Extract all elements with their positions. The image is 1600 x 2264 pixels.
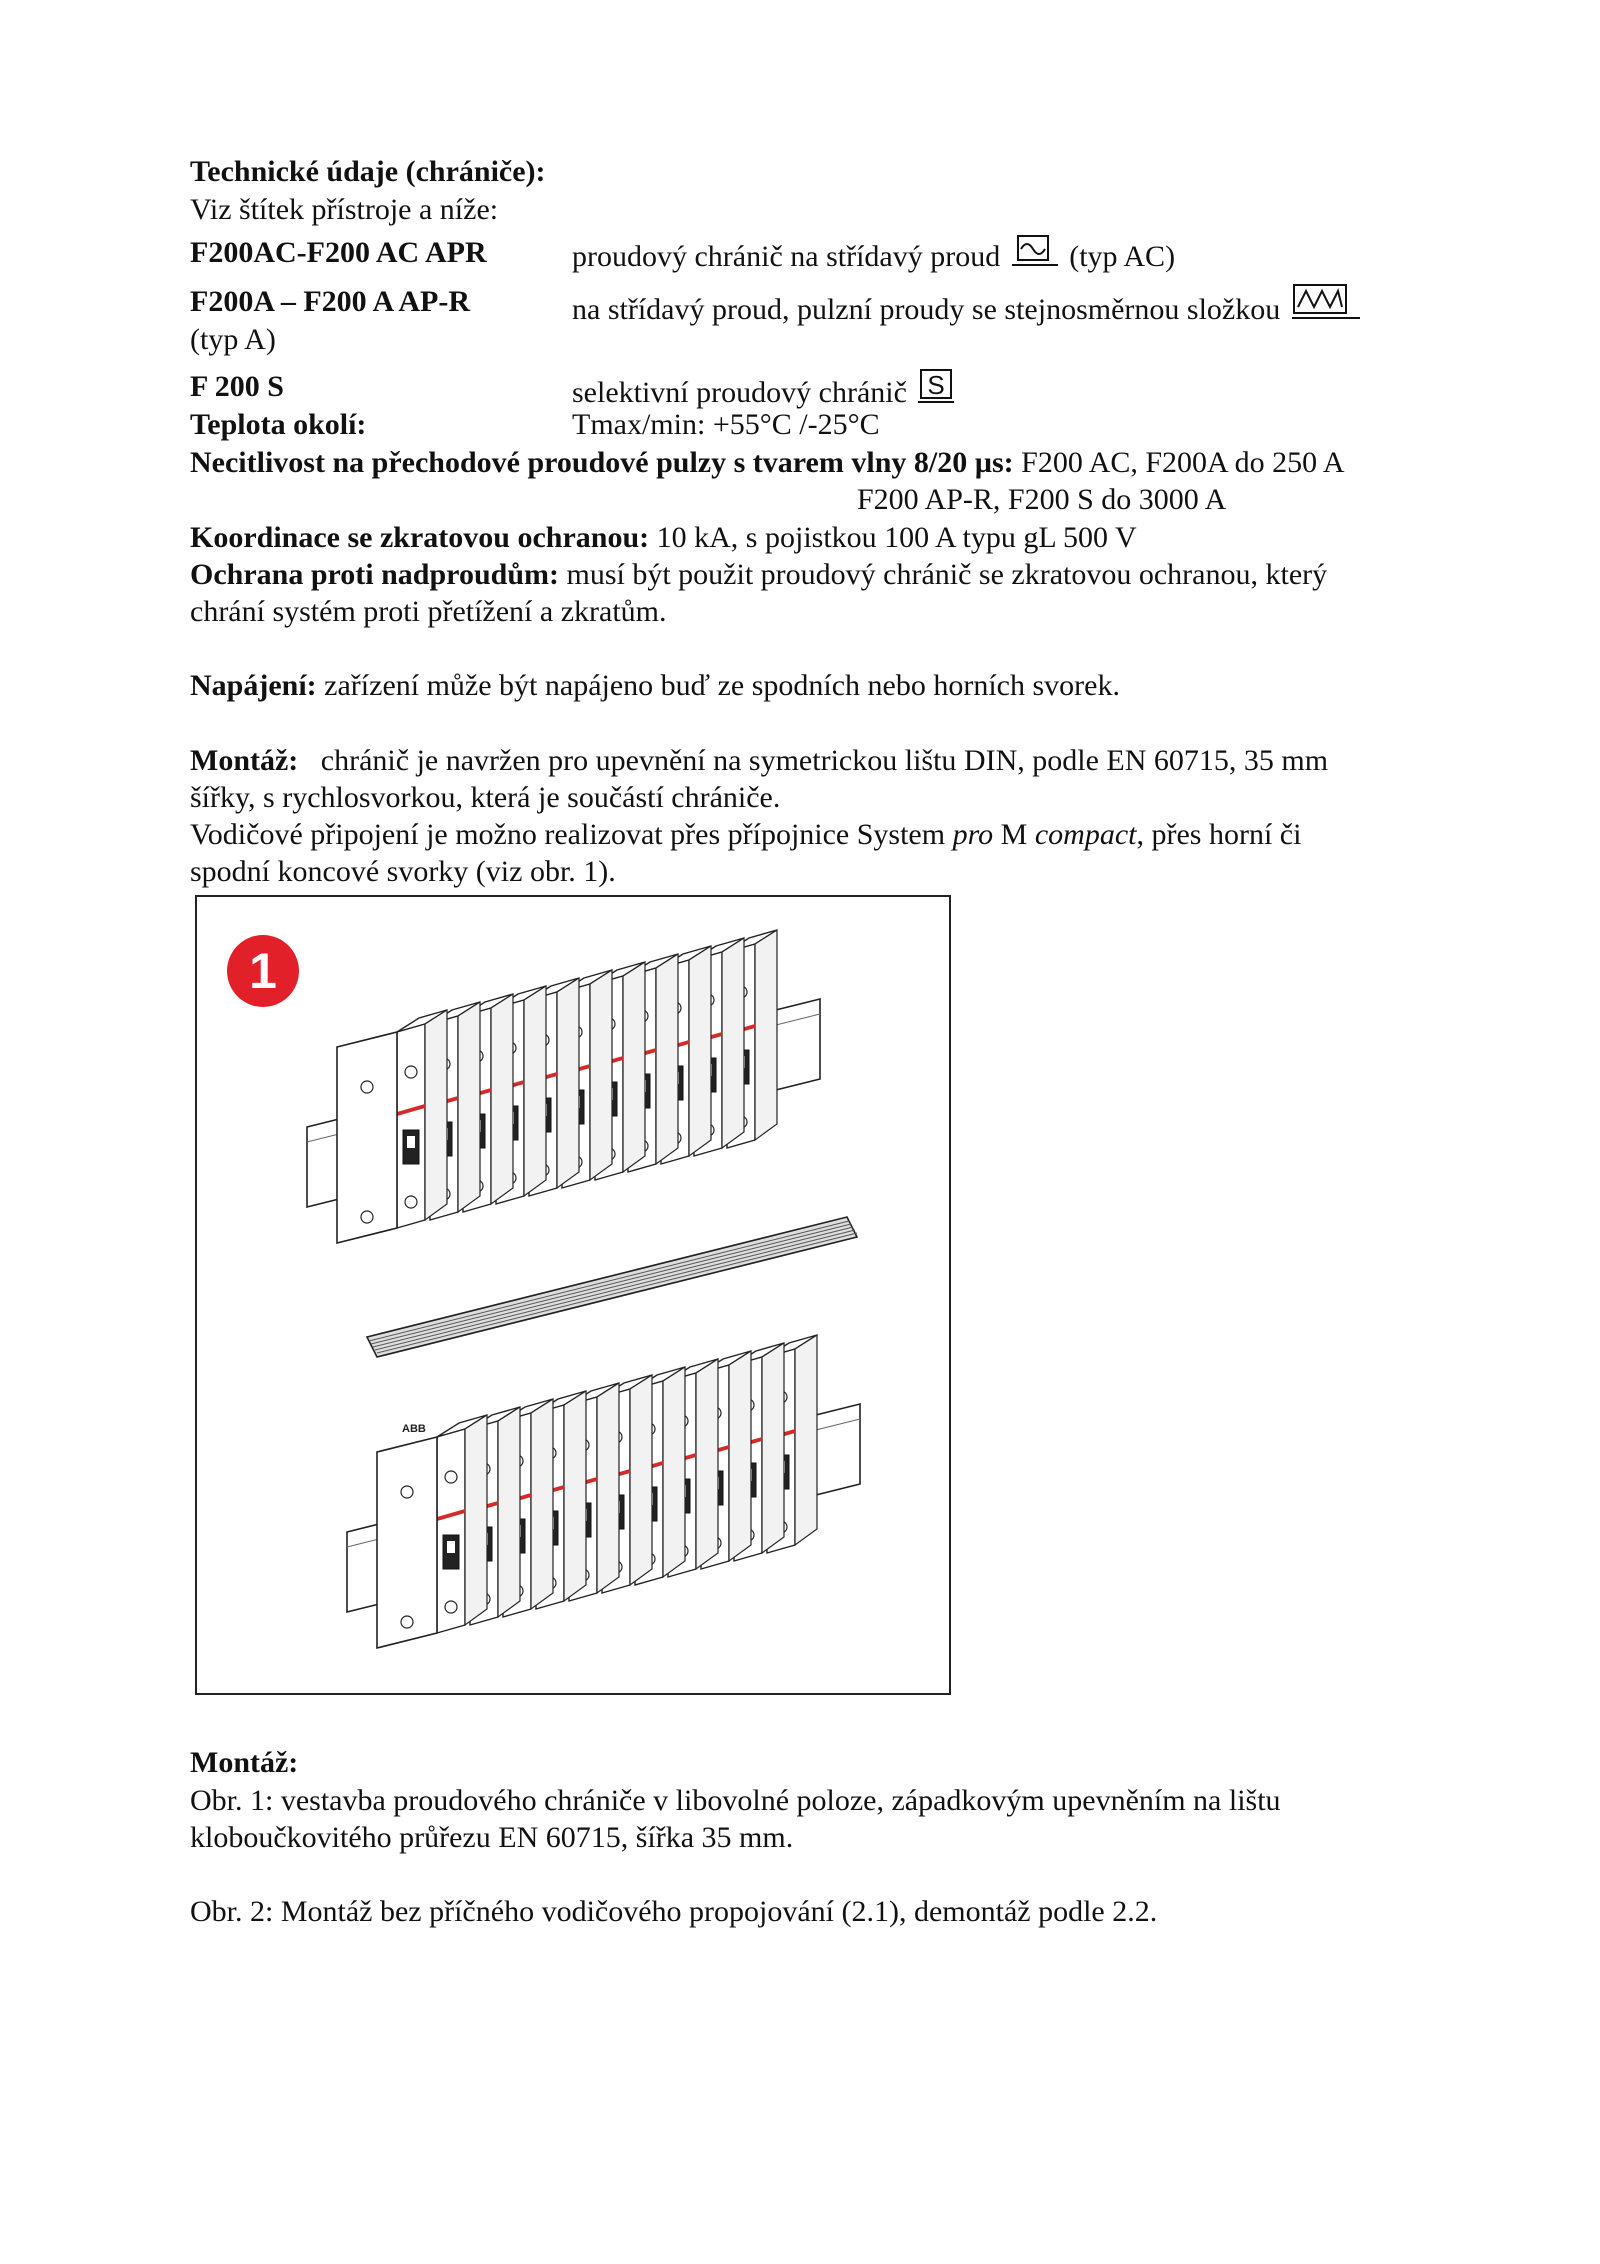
supply-label: Napájení: xyxy=(190,669,317,702)
overcurrent-value-2: chrání systém proti přetížení a zkratům. xyxy=(190,595,667,628)
screw-terminal xyxy=(361,1211,373,1223)
mounting-text-3 xyxy=(190,816,1301,854)
toggle-highlight xyxy=(407,1136,415,1148)
breaker-side xyxy=(623,962,645,1172)
tech-row-value xyxy=(572,234,1175,276)
screw-terminal xyxy=(361,1081,373,1093)
mounting2-heading: Montáž: xyxy=(190,1746,299,1779)
coordination-value: 10 kA, s pojistkou 100 A typu gL 500 V xyxy=(656,521,1137,554)
screw-terminal xyxy=(405,1196,417,1208)
breaker-side xyxy=(491,994,513,1204)
immunity-value: F200 AC, F200A do 250 A xyxy=(1021,446,1345,479)
tech-row-label: F 200 S xyxy=(190,370,284,403)
toggle-highlight xyxy=(447,1541,455,1553)
tech-row-text: selektivní proudový chránič xyxy=(572,376,907,409)
breaker-side xyxy=(762,1343,784,1553)
breaker-side xyxy=(656,954,678,1164)
breaker-side xyxy=(630,1375,652,1585)
supply-line xyxy=(190,667,1120,705)
coordination-line xyxy=(190,519,1137,557)
selective-s-icon xyxy=(918,368,954,404)
mounting2-line-1: Obr. 1: vestavba proudového chrániče v libovolné poloze, západkovým upevněním na lištu xyxy=(190,1784,1281,1817)
breaker-side xyxy=(689,946,711,1156)
screw-terminal xyxy=(445,1471,457,1483)
breaker-side xyxy=(557,978,579,1188)
overcurrent-value: musí být použit proudový chránič se zkratovou ochranou, který xyxy=(566,558,1328,591)
busbar-line xyxy=(371,1224,851,1344)
screw-terminal xyxy=(401,1616,413,1628)
breaker-side xyxy=(795,1335,817,1545)
immunity-label: Necitlivost na přechodové proudové pulzy s tvarem vlny 8/20 µs: xyxy=(190,446,1014,479)
busbar-line xyxy=(369,1221,849,1341)
breaker-side xyxy=(755,930,777,1140)
tech-row-value xyxy=(572,283,1364,329)
breaker-side xyxy=(729,1351,751,1561)
tech-row-label: F200A – F200 A AP-R xyxy=(190,285,471,318)
mounting2-line-3: Obr. 2: Montáž bez příčného vodičového propojování (2.1), demontáž podle 2.2. xyxy=(190,1895,1158,1928)
brand-label: ABB xyxy=(402,1423,426,1435)
tech-row-label: F200AC-F200 AC APR xyxy=(190,236,487,269)
mounting2-line-2: kloboučkovitého průřezu EN 60715, šířka 35 mm. xyxy=(190,1821,794,1854)
m-word: M xyxy=(1000,818,1028,851)
compact-word: compact xyxy=(1034,818,1137,851)
screw-terminal xyxy=(401,1486,413,1498)
screw-terminal xyxy=(445,1601,457,1613)
overcurrent-label: Ochrana proti nadproudům: xyxy=(190,558,559,591)
figure-1 xyxy=(195,895,951,1695)
mounting-text-2: šířky, s rychlosvorkou, která je součástí chrániče. xyxy=(190,781,781,814)
coordination-label: Koordinace se zkratovou ochranou: xyxy=(190,521,650,554)
ac-wave-icon xyxy=(1012,234,1058,268)
mounting-label: Montáž: xyxy=(190,744,299,777)
breaker-side xyxy=(564,1391,586,1601)
breaker-drawing xyxy=(197,897,949,1693)
mounting-line xyxy=(190,742,1328,780)
mounting-text-3a: Vodičové připojení je možno realizovat přes přípojnice System xyxy=(190,818,946,851)
breaker-side xyxy=(425,1010,447,1220)
mounting-text-4: spodní koncové svorky (viz obr. 1). xyxy=(190,855,616,888)
tech-subheading: Viz štítek přístroje a níže: xyxy=(190,193,499,226)
tech-row-text: na střídavý proud, pulzní proudy se stejnosměrnou složkou xyxy=(572,293,1281,326)
screw-terminal xyxy=(405,1066,417,1078)
tech-row-suffix: (typ AC) xyxy=(1069,240,1176,273)
breaker-side xyxy=(597,1383,619,1593)
busbar-line xyxy=(373,1227,853,1347)
tech-row-suffix: (typ A) xyxy=(190,323,276,356)
svg-text:S: S xyxy=(927,370,946,400)
pro-word: pro xyxy=(952,818,994,851)
breaker-side xyxy=(663,1367,685,1577)
immunity-value-2: F200 AP-R, F200 S do 3000 A xyxy=(857,483,1227,516)
tech-row-value: Tmax/min: +55°C /-25°C xyxy=(572,408,880,441)
breaker-side xyxy=(465,1415,487,1625)
pulse-wave-icon xyxy=(1292,283,1360,321)
mounting-text: chránič je navržen pro upevnění na symetrickou lištu DIN, podle EN 60715, 35 mm xyxy=(320,744,1329,777)
breaker-side xyxy=(722,938,744,1148)
supply-value: zařízení může být napájeno buď ze spodních nebo horních svorek. xyxy=(324,669,1120,702)
breaker-side xyxy=(696,1359,718,1569)
breaker-side xyxy=(531,1399,553,1609)
breaker-side xyxy=(498,1407,520,1617)
busbar-line xyxy=(377,1233,857,1353)
tech-heading: Technické údaje (chrániče): xyxy=(190,155,546,188)
breaker-side xyxy=(458,1002,480,1212)
overcurrent-line xyxy=(190,556,1327,594)
tech-row-text: proudový chránič na střídavý proud xyxy=(572,240,1001,273)
mounting-text-3b: , přes horní či xyxy=(1136,818,1302,851)
immunity-line xyxy=(190,444,1345,482)
breaker-side xyxy=(590,970,612,1180)
busbar-line xyxy=(375,1230,855,1350)
figure-badge: 1 xyxy=(227,935,299,1007)
breaker-side xyxy=(524,986,546,1196)
tech-row-label: Teplota okolí: xyxy=(190,408,367,441)
